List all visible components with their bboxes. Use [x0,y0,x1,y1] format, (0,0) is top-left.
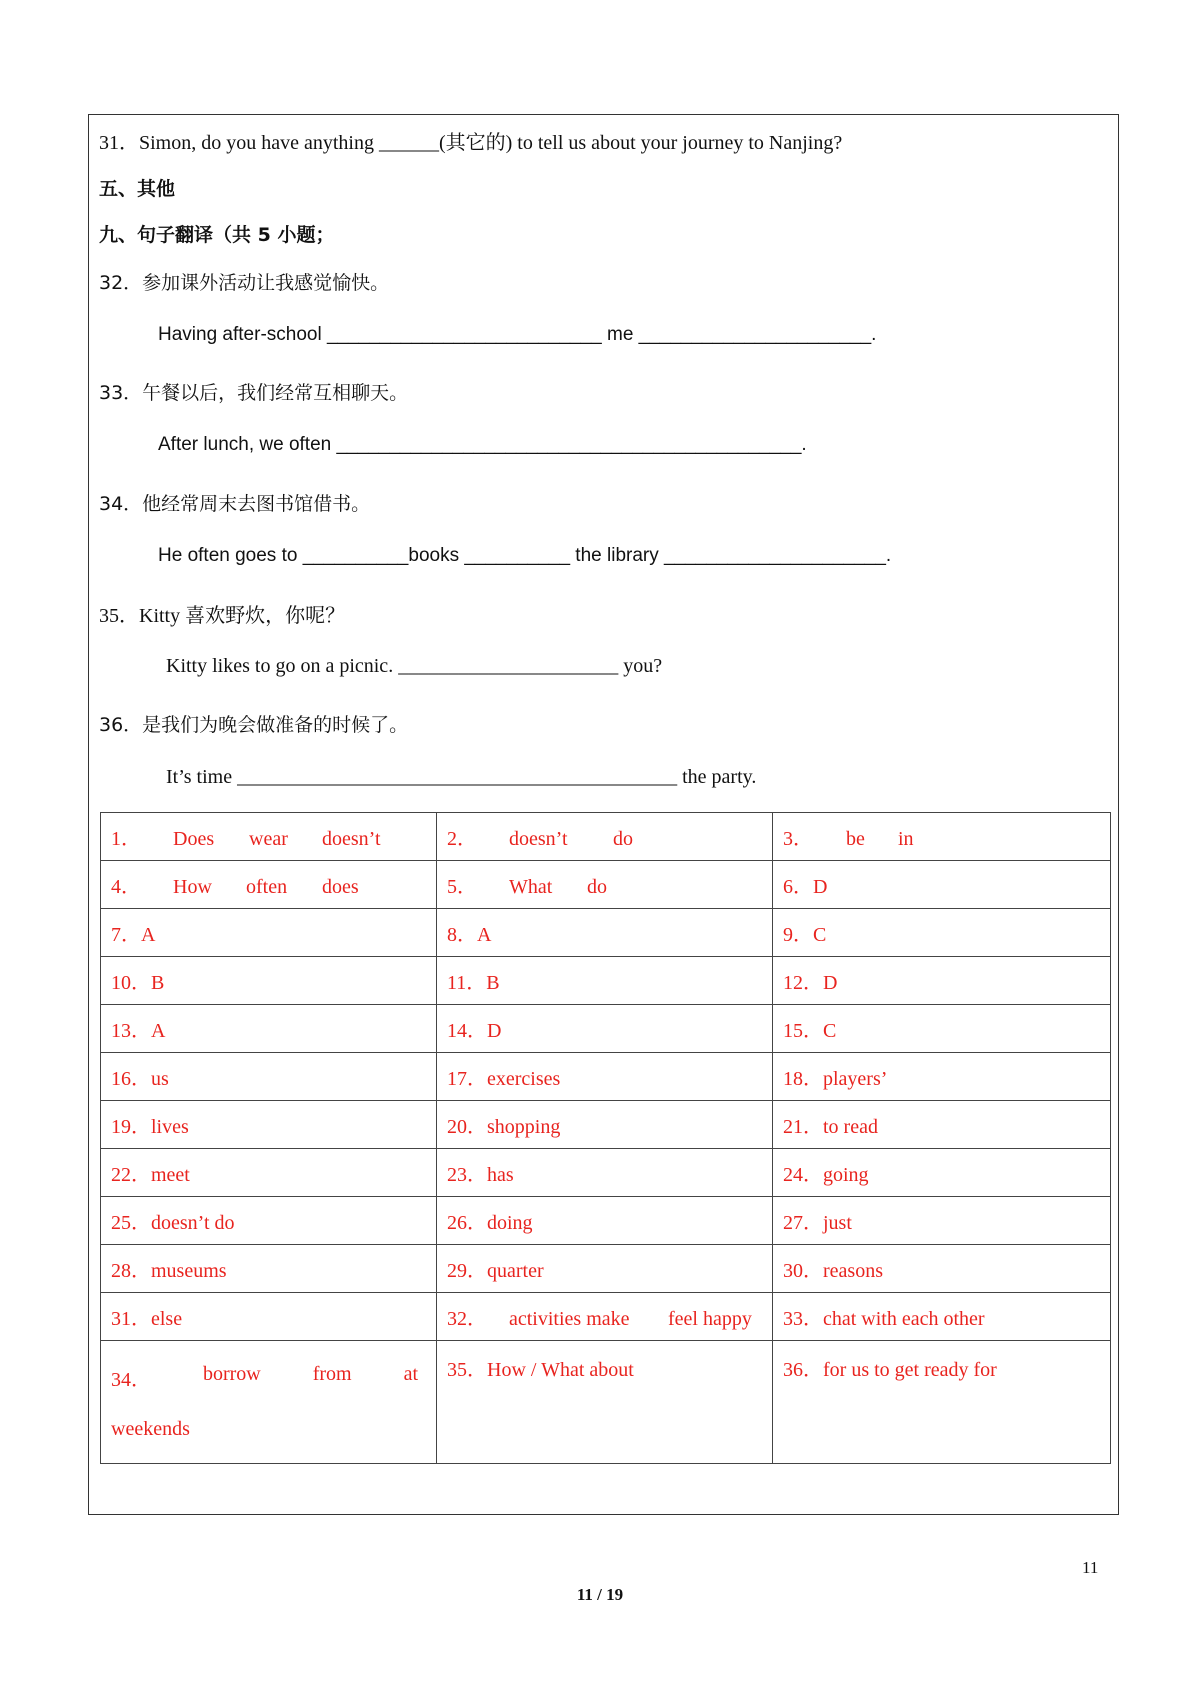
question-33: 33．午餐以后，我们经常互相聊天。 [99,382,409,404]
answer-cell: 30．reasons [773,1245,1111,1293]
answer-cell: 18．players’ [773,1053,1111,1101]
answer-cell: 27．just [773,1197,1111,1245]
answer-cell: 28．museums [101,1245,437,1293]
question-36: 36．是我们为晚会做准备的时候了。 [99,714,409,736]
table-row [101,957,1111,1005]
section-heading-translation: 九、句子翻译（共 5 小题； [99,224,335,246]
answer-cell: 11．B [437,957,773,1005]
answer-cell: 4． How often does [101,861,437,909]
answer-cell: 19．lives [101,1101,437,1149]
answer-cell: 13．A [101,1005,437,1053]
page-number: 11 [1082,1558,1099,1577]
question-35: 35．Kitty 喜欢野炊，你呢？ [99,605,346,627]
answer-cell: 12．D [773,957,1111,1005]
question-34: 34．他经常周末去图书馆借书。 [99,493,371,515]
answer-cell: 17．exercises [437,1053,773,1101]
answer-cell: 23．has [437,1149,773,1197]
question-34-blank: He often goes to __________books __________ the library _____________________. [158,545,892,566]
answer-cell: 25．doesn’t do [101,1197,437,1245]
answer-key-table [100,812,1111,1464]
question-32-blank: Having after-school __________________________ me ______________________. [158,324,877,345]
answer-cell: 36．for us to get ready for [773,1341,1111,1464]
question-33-blank: After lunch, we often ____________________________________________. [158,434,807,455]
answer-cell: 10．B [101,957,437,1005]
question-36-blank: It’s time ____________________________________________ the party. [166,766,757,788]
answer-cell: 5． What do [437,861,773,909]
answer-cell: 33．chat with each other [773,1293,1111,1341]
question-35-blank: Kitty likes to go on a picnic. ______________________ you? [166,655,663,677]
question-31: 31．Simon, do you have anything ______(其它的) to tell us about your journey to Nanjing? [99,132,843,154]
section-heading-other: 五、其他 [99,178,176,200]
answer-cell: 29．quarter [437,1245,773,1293]
table-row [101,909,1111,957]
question-32: 32．参加课外活动让我感觉愉快。 [99,272,390,294]
answer-cell: 2． doesn’t do [437,813,773,861]
answer-cell: 21．to read [773,1101,1111,1149]
answer-cell: 35．How / What about [437,1341,773,1464]
answer-cell: 24．going [773,1149,1111,1197]
table-row [101,1197,1111,1245]
answer-cell: 16．us [101,1053,437,1101]
answer-cell: 7．A [101,909,437,957]
answer-cell: 32． activities make feel happy [437,1293,773,1341]
answer-cell: 31．else [101,1293,437,1341]
table-row [101,1005,1111,1053]
table-row [101,1101,1111,1149]
answer-cell: 20．shopping [437,1101,773,1149]
table-row [101,1053,1111,1101]
table-row [101,1341,1111,1464]
answer-cell: 1． Does wear doesn’t [101,813,437,861]
answer-cell: 15．C [773,1005,1111,1053]
answer-cell: 34． borrow from at weekends [101,1341,437,1464]
answer-cell: 9．C [773,909,1111,957]
answer-cell: 14．D [437,1005,773,1053]
answer-cell: 22．meet [101,1149,437,1197]
answer-cell: 6．D [773,861,1111,909]
answer-cell: 26．doing [437,1197,773,1245]
table-row [101,813,1111,861]
table-row [101,1293,1111,1341]
table-row [101,1245,1111,1293]
table-row [101,861,1111,909]
table-row [101,1149,1111,1197]
answer-cell: 3． be in [773,813,1111,861]
answer-cell: 8．A [437,909,773,957]
page-footer: 11 / 19 [576,1585,624,1604]
